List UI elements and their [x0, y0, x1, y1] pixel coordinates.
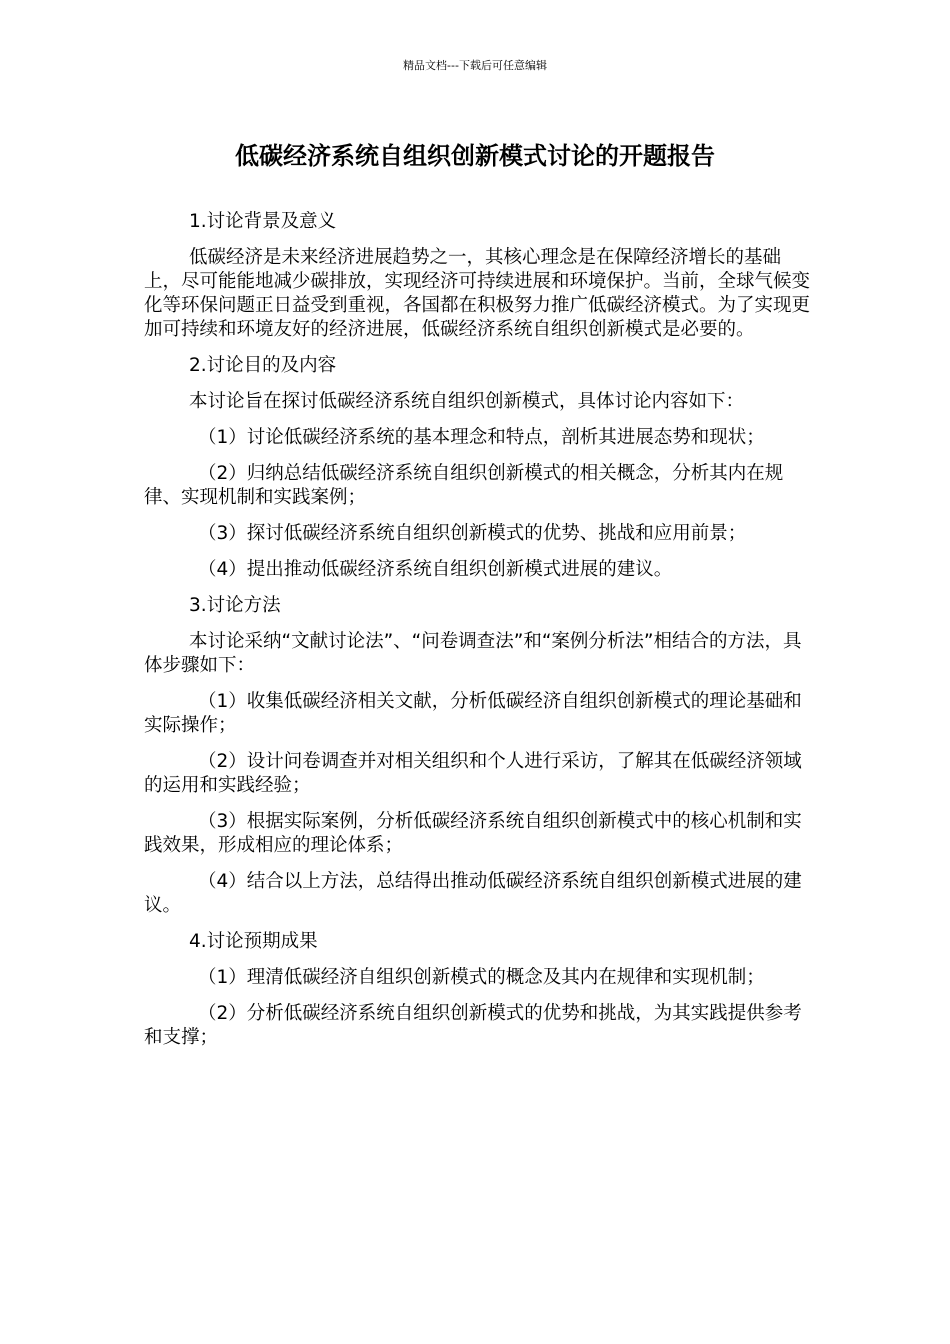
- list-item: （4）提出推动低碳经济系统自组织创新模式进展的建议。: [198, 559, 673, 580]
- section-heading-background: 1.讨论背景及意义: [189, 211, 337, 232]
- list-item: （1）讨论低碳经济系统的基本理念和特点，剖析其进展态势和现状；: [198, 427, 765, 448]
- list-item: （2）归纳总结低碳经济系统自组织创新模式的相关概念，分析其内在规律、实现机制和实践案例；: [144, 463, 784, 508]
- document-body: [144, 210, 816, 1062]
- section-heading-objectives: 2.讨论目的及内容: [189, 355, 337, 376]
- list-item: （1）理清低碳经济自组织创新模式的概念及其内在规律和实现机制；: [198, 967, 765, 988]
- document-title: 低碳经济系统自组织创新模式讨论的开题报告: [235, 142, 715, 170]
- paragraph-objectives-intro: 本讨论旨在探讨低碳经济系统自组织创新模式，具体讨论内容如下：: [189, 391, 745, 412]
- list-item: （3）探讨低碳经济系统自组织创新模式的优势、挑战和应用前景；: [198, 523, 747, 544]
- paragraph-background: 低碳经济是未来经济进展趋势之一，其核心理念是在保障经济增长的基础上，尽可能能地减少碳排放，实现经济可持续进展和环境保护。当前，全球气候变化等环保问题正日益受到重视，各国都在积极努力推广低碳经济模式。为了实现更加可持续和环境友好的经济进展，低碳经济系统自组织创新模式是必要的。: [144, 247, 811, 340]
- section-heading-outcomes: 4.讨论预期成果: [189, 931, 318, 952]
- page-header: 精品文档---下载后可任意编辑: [403, 59, 547, 72]
- list-item: （3）根据实际案例，分析低碳经济系统自组织创新模式中的核心机制和实践效果，形成相应的理论体系；: [144, 811, 802, 856]
- list-item: （1）收集低碳经济相关文献，分析低碳经济自组织创新模式的理论基础和实际操作；: [144, 691, 802, 736]
- section-heading-methods: 3.讨论方法: [189, 595, 281, 616]
- list-item: （2）设计问卷调查并对相关组织和个人进行采访，了解其在低碳经济领域的运用和实践经验；: [144, 751, 802, 796]
- list-item: （4）结合以上方法，总结得出推动低碳经济系统自组织创新模式进展的建议。: [144, 871, 802, 916]
- paragraph-methods-intro: 本讨论采纳“文献讨论法”、“问卷调查法”和“案例分析法”相结合的方法，具体步骤如下：: [144, 631, 802, 676]
- list-item: （2）分析低碳经济系统自组织创新模式的优势和挑战，为其实践提供参考和支撑；: [144, 1003, 802, 1048]
